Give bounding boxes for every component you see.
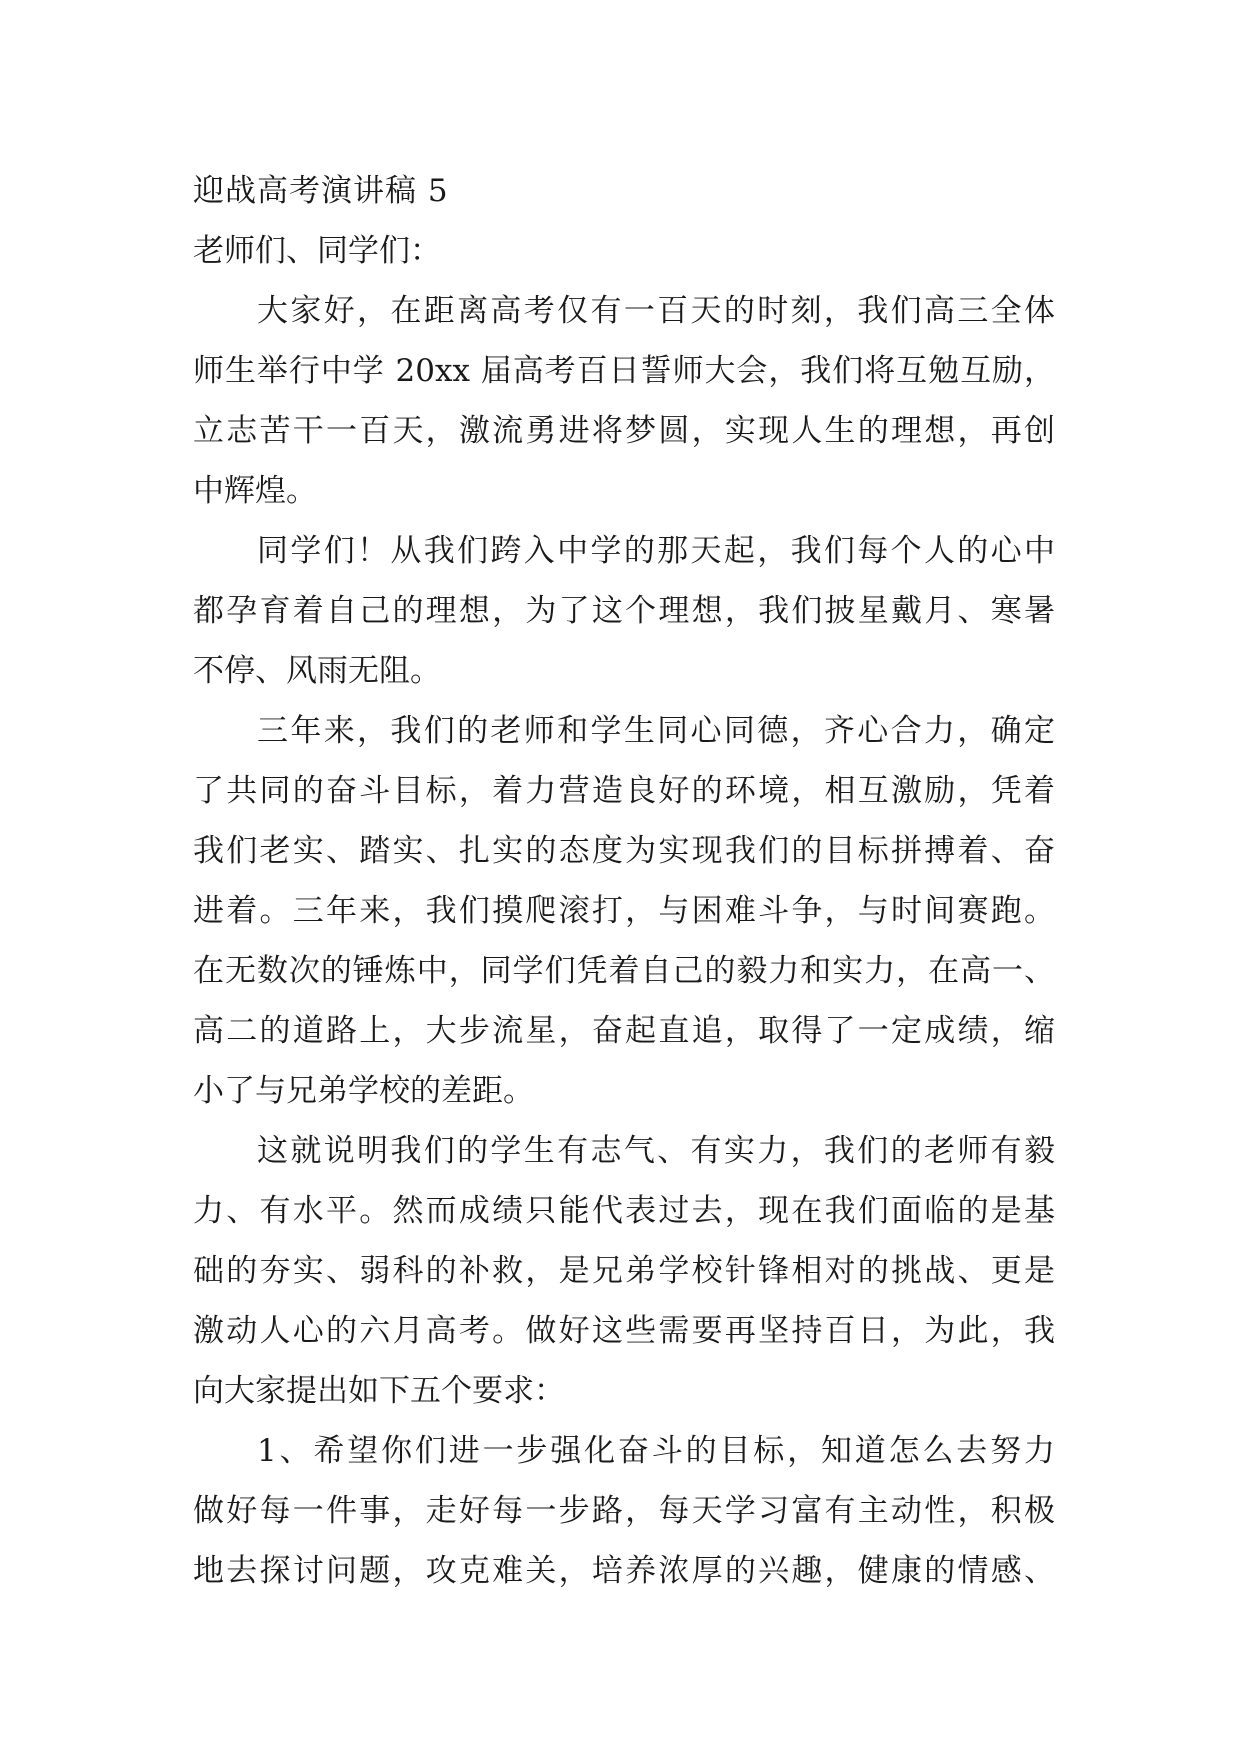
paragraph-line: 在无数次的锤炼中，同学们凭着自己的毅力和实力，在高一、	[193, 953, 1055, 989]
paragraph-line: 同学们！从我们跨入中学的那天起，我们每个人的心中	[257, 533, 1055, 569]
paragraph-line: 大家好，在距离高考仅有一百天的时刻，我们高三全体	[257, 293, 1055, 329]
paragraph-line: 师生举行中学 20xx 届高考百日誓师大会，我们将互勉互励，	[193, 353, 1055, 389]
paragraph-line: 了共同的奋斗目标，着力营造良好的环境，相互激励，凭着	[193, 773, 1055, 809]
document-title: 迎战高考演讲稿 5	[193, 173, 449, 209]
paragraph-line: 中辉煌。	[193, 473, 317, 509]
paragraph-line: 础的夯实、弱科的补救，是兄弟学校针锋相对的挑战、更是	[193, 1253, 1055, 1289]
paragraph-line: 向大家提出如下五个要求：	[193, 1373, 565, 1409]
paragraph-line: 我们老实、踏实、扎实的态度为实现我们的目标拼搏着、奋	[193, 833, 1055, 869]
paragraph-line: 这就说明我们的学生有志气、有实力，我们的老师有毅	[257, 1133, 1055, 1169]
paragraph-line: 力、有水平。然而成绩只能代表过去，现在我们面临的是基	[193, 1193, 1055, 1229]
paragraph-line: 小了与兄弟学校的差距。	[193, 1073, 534, 1109]
paragraph-line: 立志苦干一百天，激流勇进将梦圆，实现人生的理想，再创	[193, 413, 1055, 449]
paragraph-line: 三年来，我们的老师和学生同心同德，齐心合力，确定	[257, 713, 1055, 749]
paragraph-line: 进着。三年来，我们摸爬滚打，与困难斗争，与时间赛跑。	[193, 893, 1055, 929]
salutation: 老师们、同学们：	[193, 233, 441, 269]
paragraph-line: 都孕育着自己的理想，为了这个理想，我们披星戴月、寒暑	[193, 593, 1055, 629]
document-body	[193, 161, 1055, 1601]
paragraph-line: 不停、风雨无阻。	[193, 653, 441, 689]
paragraph-line: 高二的道路上，大步流星，奋起直追，取得了一定成绩，缩	[193, 1013, 1055, 1049]
paragraph-line: 1、希望你们进一步强化奋斗的目标，知道怎么去努力	[257, 1433, 1055, 1469]
paragraph-line: 激动人心的六月高考。做好这些需要再坚持百日，为此，我	[193, 1313, 1055, 1349]
paragraph-line: 做好每一件事，走好每一步路，每天学习富有主动性，积极	[193, 1493, 1055, 1529]
paragraph-line: 地去探讨问题，攻克难关，培养浓厚的兴趣，健康的情感、	[193, 1553, 1055, 1589]
